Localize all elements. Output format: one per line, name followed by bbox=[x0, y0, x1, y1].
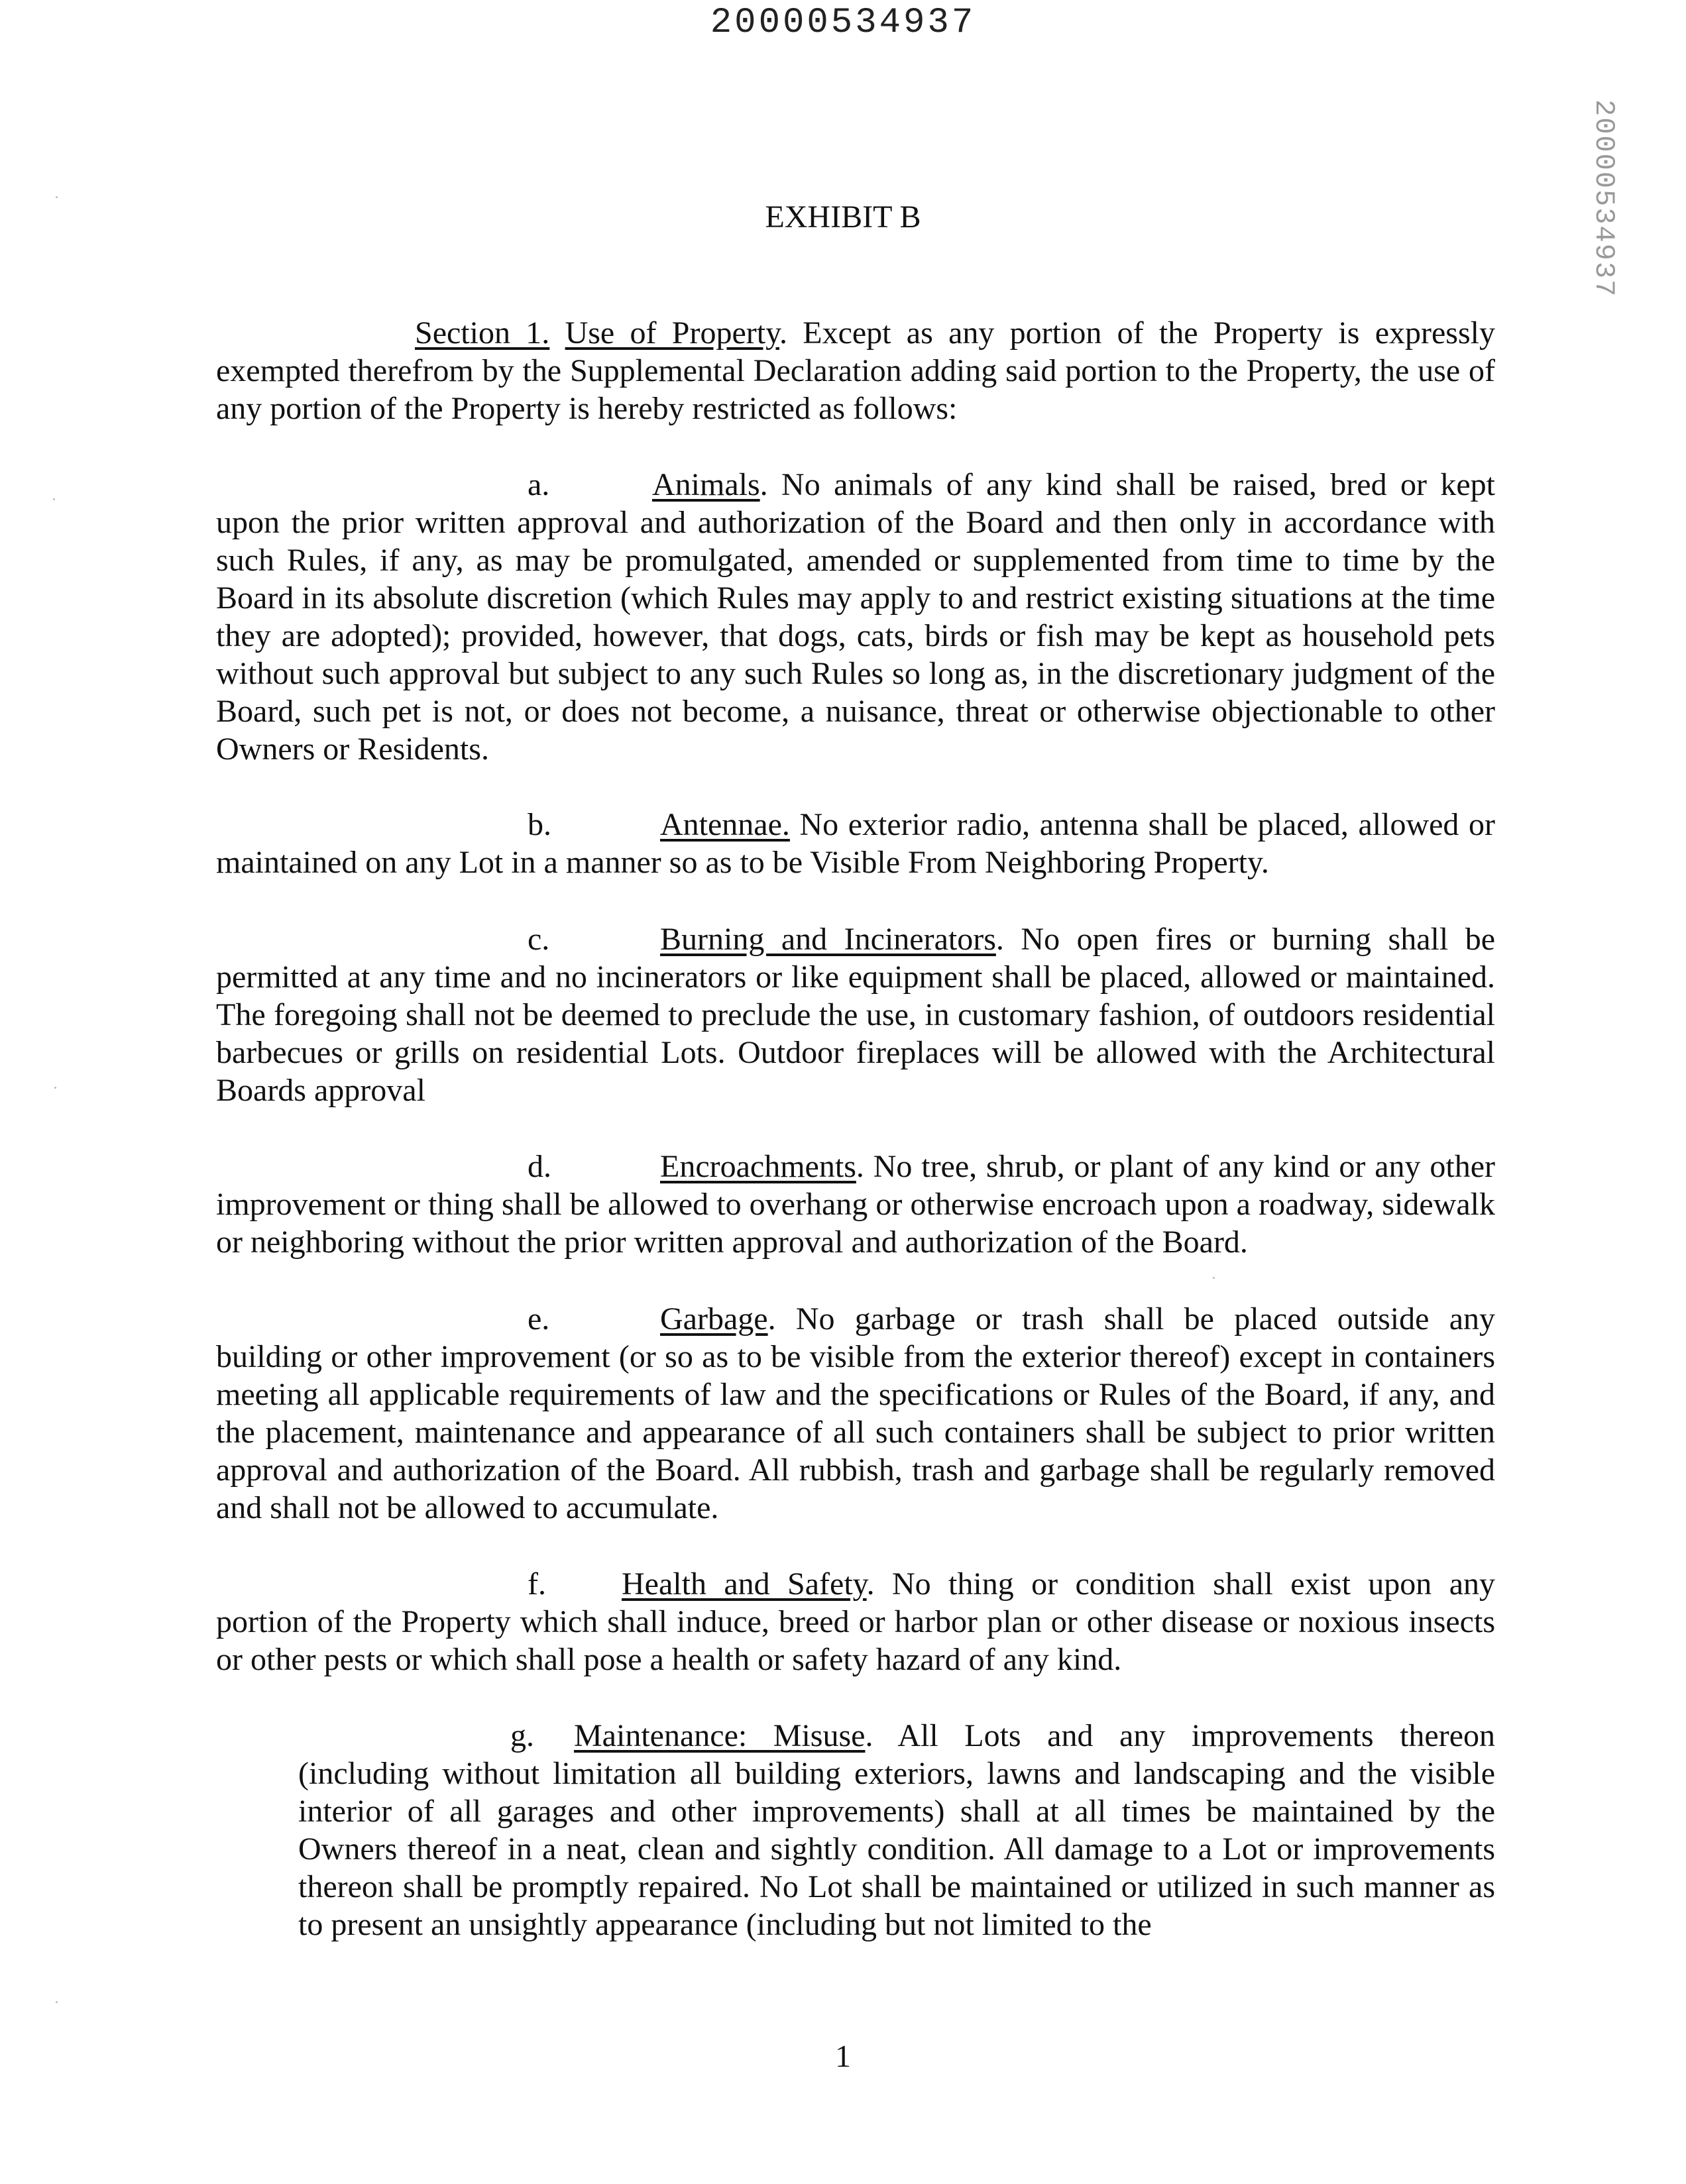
section-1-subheading: Use of Property bbox=[565, 315, 779, 351]
item-a-paragraph bbox=[216, 466, 1495, 768]
scan-speck bbox=[54, 1087, 56, 1089]
item-d-label: d. bbox=[528, 1149, 551, 1184]
item-f-text: . No thing or condition shall exist upon any portion of the Property which shall induce, breed or harbor plan or other disease or noxious insects or other pests or which shall pose a health or safety hazard of any kind. bbox=[216, 1566, 1495, 1677]
page-number: 1 bbox=[835, 2039, 851, 2074]
item-c-paragraph bbox=[216, 920, 1495, 1109]
section-1-paragraph bbox=[216, 314, 1495, 427]
item-d-text: . No tree, shrub, or plant of any kind or any other improvement or thing shall be allowed to overhang or otherwise encroach upon a roadway, sidewalk or neighboring without the prior written approval and authorization of the Board. bbox=[216, 1149, 1495, 1260]
item-a-label: a. bbox=[528, 467, 550, 502]
page-title: EXHIBIT B bbox=[765, 199, 921, 235]
section-1-heading: Section 1. bbox=[415, 315, 550, 351]
item-g-text: . All Lots and any improvements thereon (including without limitation all building exteriors, lawns and landscaping and the visible interior of all garages and other improvements) shall at all times be maintained by the Owners thereof in a neat, clean and sightly condition. All damage to a Lot or improvements thereon shall be promptly repaired. No Lot shall be maintained or utilized in such manner as to present an unsightly appearance (including but not limited to the bbox=[298, 1718, 1495, 1942]
item-g-heading: Maintenance: Misuse bbox=[574, 1718, 866, 1753]
item-f-heading: Health and Safety bbox=[622, 1566, 867, 1602]
scan-speck bbox=[53, 498, 55, 500]
item-c-text: . No open fires or burning shall be permitted at any time and no incinerators or like equipment shall be placed, allowed or maintained. The foregoing shall not be deemed to preclude the use, in customary fashion, of outdoors residential barbecues or grills on residential Lots. Outdoor fireplaces will be allowed with the Architectural Boards approval bbox=[216, 922, 1495, 1108]
document-number: 20000534937 bbox=[710, 3, 976, 43]
item-e-text: . No garbage or trash shall be placed outside any building or other improvement (or so as to be visible from the exterior thereof) except in containers meeting all applicable requirements of law and the specifications or Rules of the Board, if any, and the placement, maintenance and appearance of all such containers shall be subject to prior written approval and authorization of the Board. All rubbish, trash and garbage shall be regularly removed and shall not be allowed to accumulate. bbox=[216, 1301, 1495, 1525]
item-e-heading: Garbage bbox=[660, 1301, 768, 1337]
section-1-text: . Except as any portion of the Property is expressly exempted therefrom by the Supplemental Declaration adding said portion to the Property, the use of any portion of the Property is hereby restricted as follows: bbox=[216, 315, 1495, 426]
item-a-text: . No animals of any kind shall be raised, bred or kept upon the prior written approval and authorization of the Board and then only in accordance with such Rules, if any, as may be promulgated, amended or supplemented from time to time by the Board in its absolute discretion (which Rules may apply to and restrict existing situations at the time they are adopted); provided, however, that dogs, cats, birds or fish may be kept as household pets without such approval but subject to any such Rules so long as, in the discretionary judgment of the Board, such pet is not, or does not become, a nuisance, threat or otherwise objectionable to other Owners or Residents. bbox=[216, 467, 1495, 767]
item-d-paragraph bbox=[216, 1148, 1495, 1261]
item-d-heading: Encroachments bbox=[660, 1149, 856, 1184]
item-b-label: b. bbox=[528, 807, 551, 842]
item-f-paragraph bbox=[216, 1565, 1495, 1678]
item-a-heading: Animals bbox=[652, 467, 760, 502]
item-g-label: g. bbox=[510, 1718, 534, 1753]
item-e-label: e. bbox=[528, 1301, 550, 1337]
item-c-label: c. bbox=[528, 922, 550, 957]
item-g-paragraph bbox=[298, 1717, 1495, 1943]
item-b-paragraph bbox=[216, 806, 1495, 881]
item-e-paragraph bbox=[216, 1300, 1495, 1527]
item-f-label: f. bbox=[528, 1566, 546, 1602]
item-b-heading: Antennae. bbox=[660, 807, 790, 842]
item-c-heading: Burning and Incinerators bbox=[660, 922, 996, 957]
item-b-text: No exterior radio, antenna shall be placed, allowed or maintained on any Lot in a manner so as to be Visible From Neighboring Property. bbox=[216, 807, 1495, 880]
scan-speck bbox=[56, 196, 58, 198]
scan-speck bbox=[56, 2001, 58, 2003]
side-stamp-number: 20000534937 bbox=[1588, 99, 1620, 298]
scan-speck bbox=[1213, 1277, 1215, 1279]
